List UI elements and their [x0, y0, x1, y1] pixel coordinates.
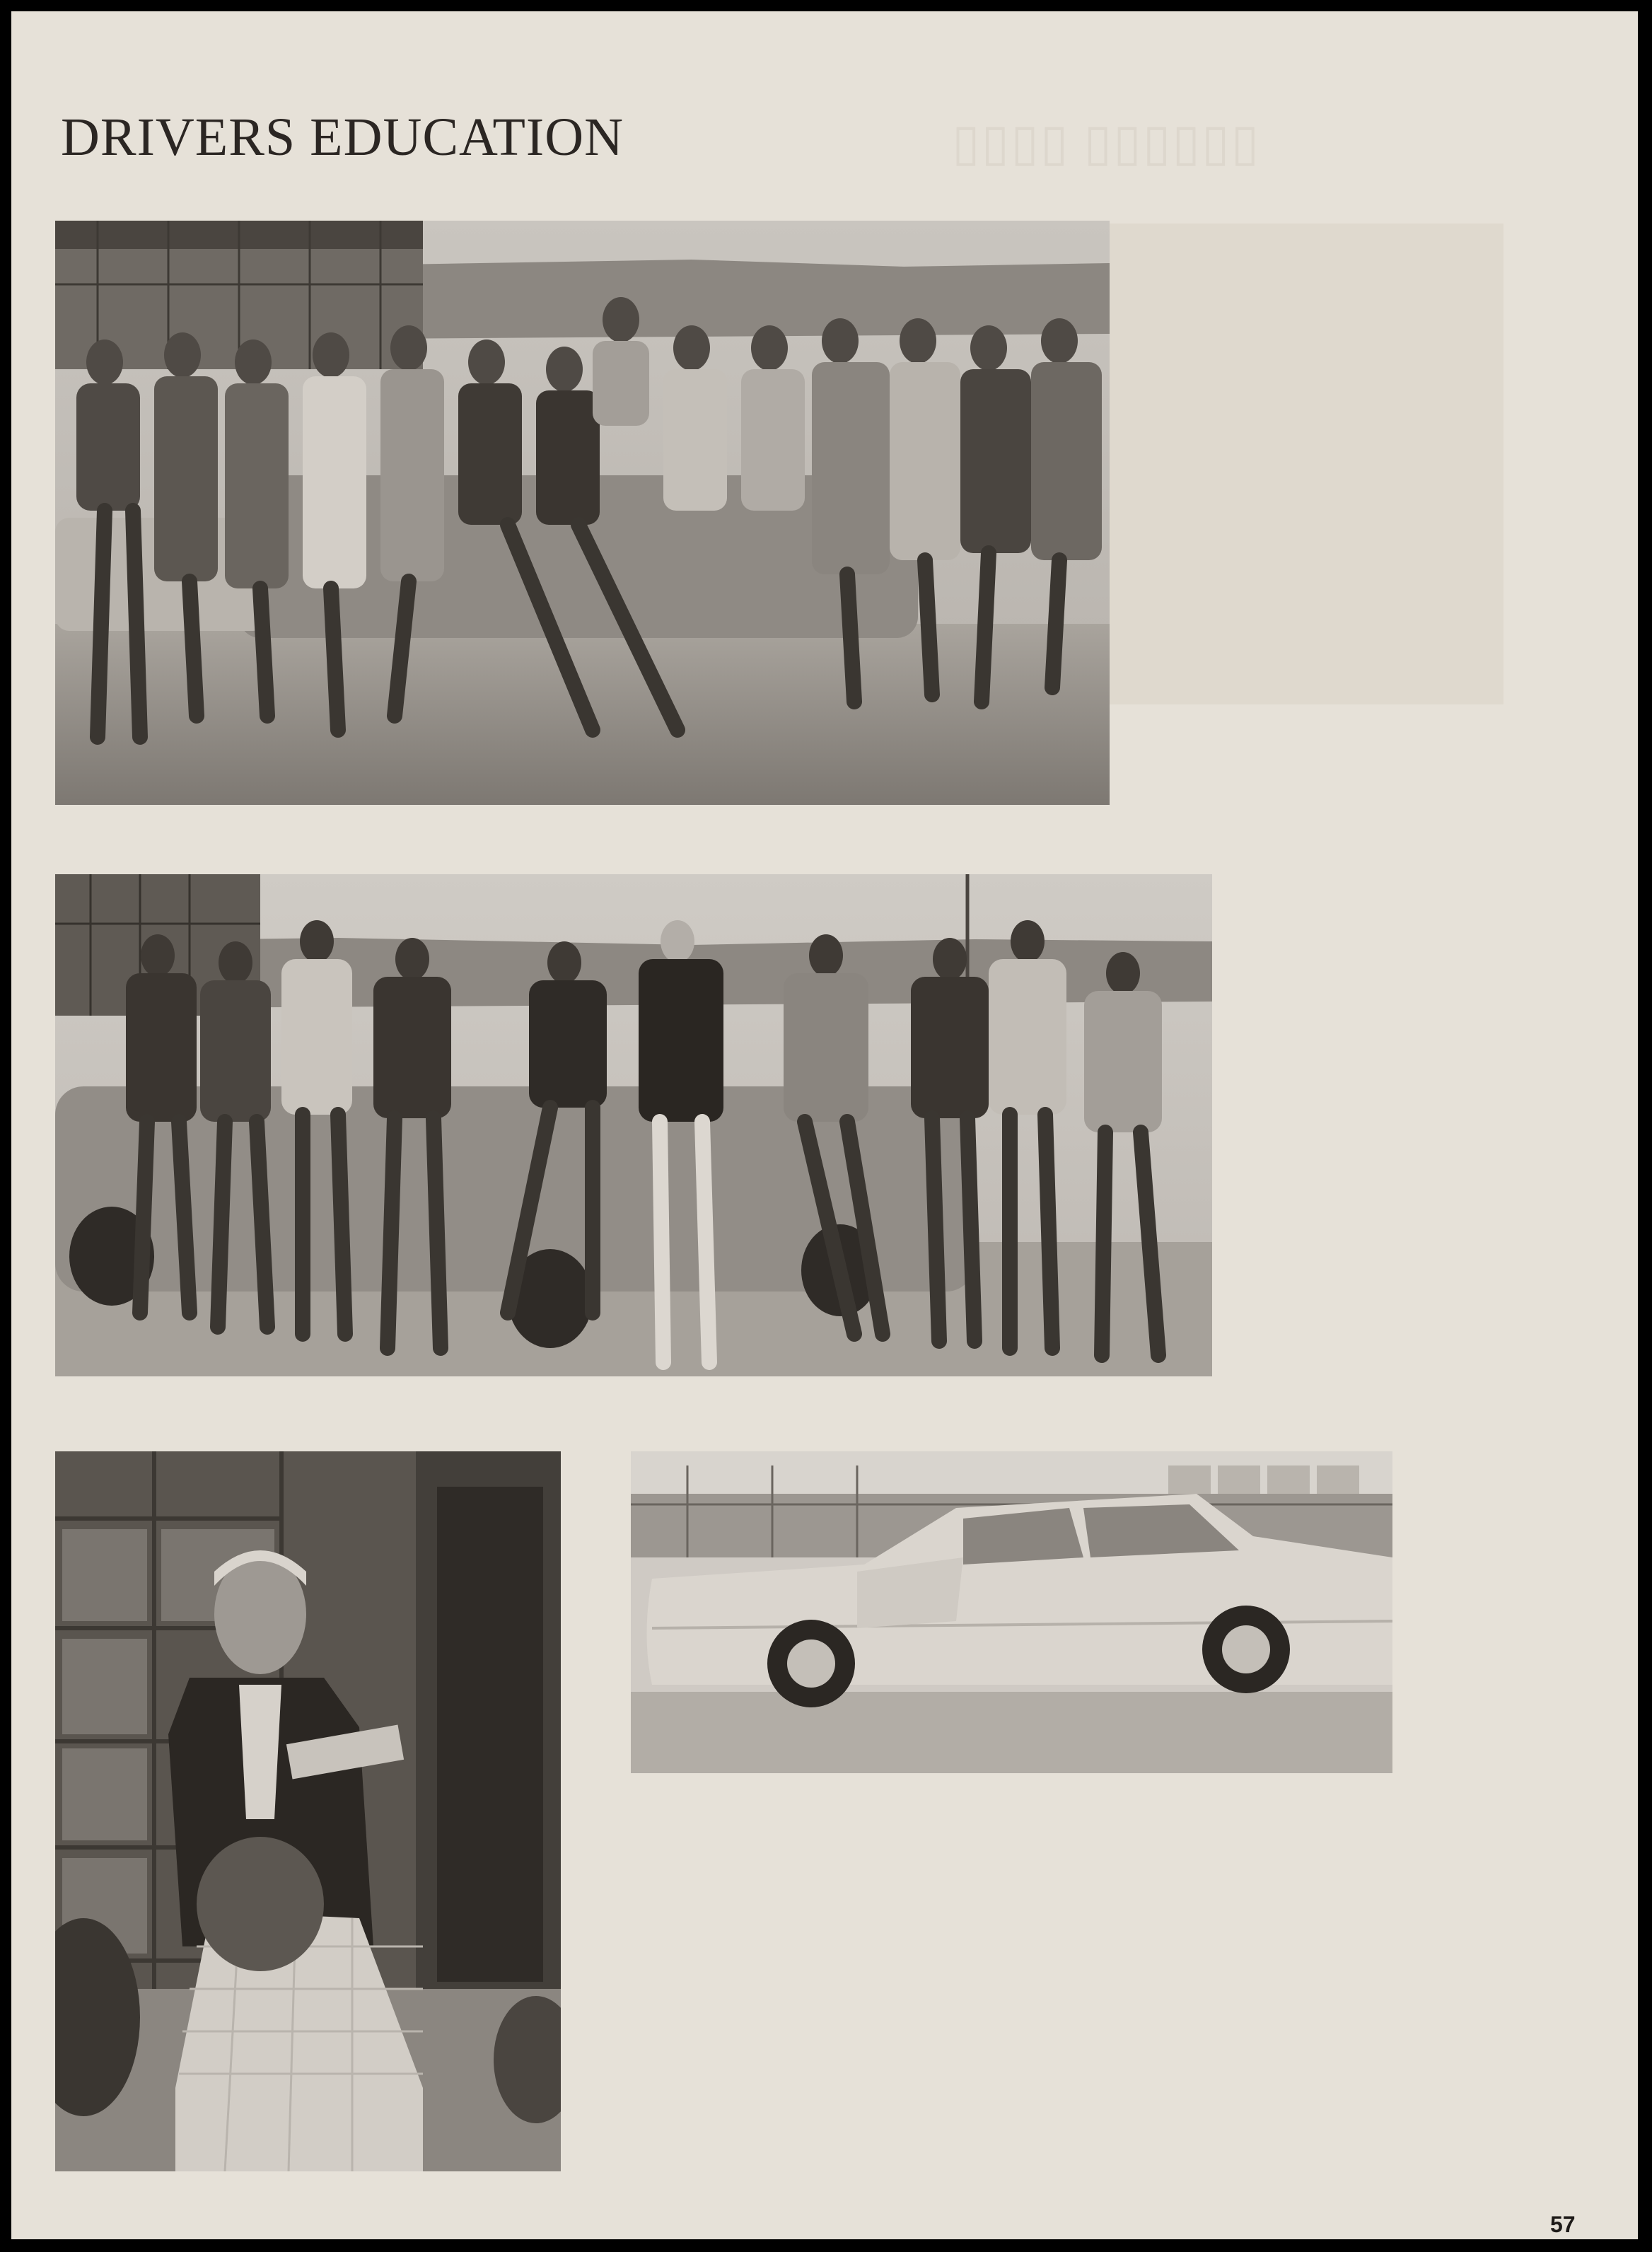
- yearbook-page: [11, 11, 1638, 2239]
- group-photo-top: [55, 221, 1110, 805]
- page-number: 57: [1550, 2212, 1576, 2237]
- bleed-through-photo: [1051, 224, 1503, 704]
- page-title: DRIVERS EDUCATION: [61, 108, 624, 167]
- bleed-through-heading: ▯▯▯▯ ▯▯▯▯▯▯: [952, 115, 1261, 171]
- group-photo-middle: [55, 874, 1212, 1376]
- instructor-photo: [55, 1451, 561, 2171]
- car-photo: [631, 1451, 1392, 1773]
